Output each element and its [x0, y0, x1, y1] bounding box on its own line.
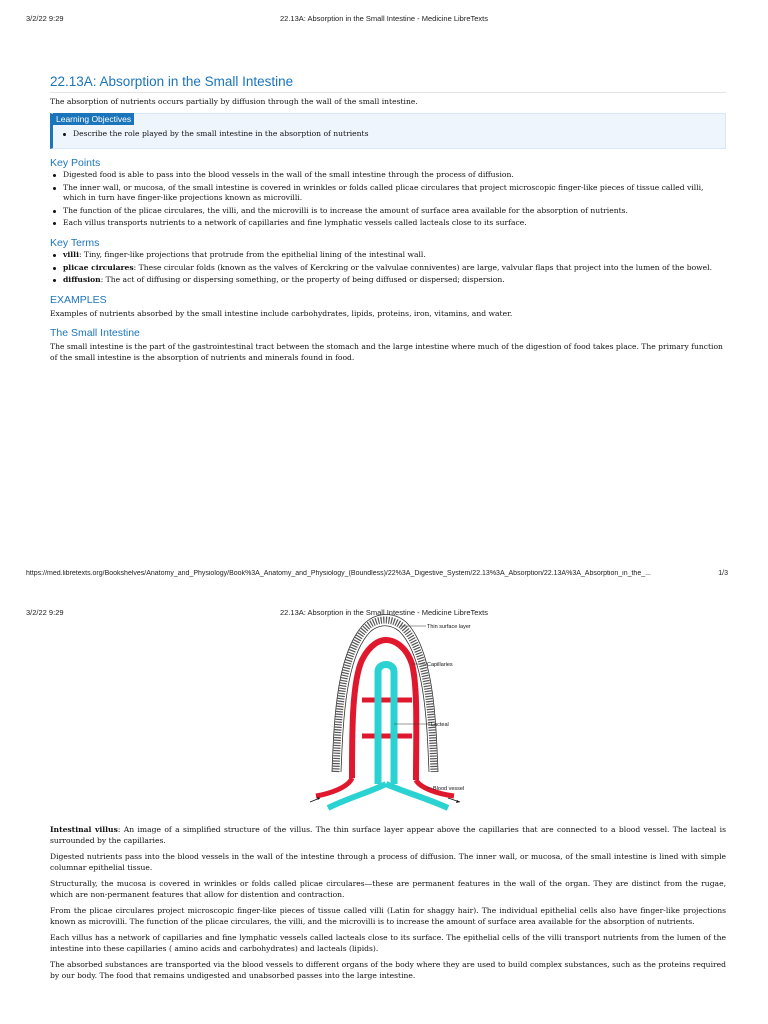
- key-points-list: [50, 170, 726, 229]
- villus-svg: [308, 612, 478, 812]
- key-term-word: plicae circulares: [63, 262, 134, 272]
- print-date: 3/2/22 9:29: [26, 14, 64, 23]
- key-term-word: villi: [63, 249, 79, 259]
- print-header: [26, 14, 742, 26]
- lead-paragraph: The absorption of nutrients occurs partially by diffusion through the wall of the small intestine.: [50, 97, 418, 106]
- figure-caption: [50, 824, 726, 846]
- key-point-item: The inner wall, or mucosa, of the small intestine is covered in wrinkles or folds called plicae circulares that project microscopic finger-like pieces of tissue called villi, which in turn have finger-like projections known as microvilli.: [50, 183, 726, 204]
- small-intestine-heading: The Small Intestine: [50, 326, 140, 339]
- key-point-item: The function of the plicae circulares, the villi, and the microvilli is to increase the amount of surface area available for the absorption of nutrients.: [50, 206, 726, 217]
- print-footer: [26, 570, 742, 582]
- body-paragraph: From the plicae circulares project microscopic finger-like pieces of tissue called villi (Latin for shaggy hair). The individual epithelial cells also have finger-like projections known as microvilli. The function of the plicae circulares, the villi, and the microvilli is to increase the amount of surface area available for the absorption of nutrients.: [50, 906, 726, 926]
- page-one-content: [50, 74, 726, 363]
- key-term-definition: : The act of diffusing or dispersing something, or the property of being diffused or dispersed; dispersion.: [100, 275, 505, 285]
- key-point-item: Each villus transports nutrients to a network of capillaries and fine lymphatic vessels called lacteals close to its surface.: [50, 218, 726, 229]
- key-term-definition: : Tiny, finger-like projections that protrude from the epithelial lining of the intestinal wall.: [78, 249, 426, 259]
- body-paragraph: Each villus has a network of capillaries and fine lymphatic vessels called lacteals close to its surface. The epithelial cells of the villi transport nutrients from the lumen of the intestine into these capillaries ( amino acids and carbohydrates) and lacteals (lipids).: [50, 933, 726, 953]
- print-url: https://med.libretexts.org/Bookshelves/Anatomy_and_Physiology/Book%3A_Anatomy_and_Physiology_(Boundless)/22%3A_Digestive_System/22.13%3A_Absorption/22.13A%3A_Absorption_in_the_...: [26, 570, 651, 577]
- key-point-item: Digested food is able to pass into the blood vessels in the wall of the small intestine through the process of diffusion.: [50, 170, 726, 181]
- villus-diagram: [308, 612, 478, 812]
- caption-text: : An image of a simplified structure of the villus. The thin surface layer appear above the capillaries that are connected to a blood vessel. The lacteal is surrounded by the capillaries.: [50, 825, 726, 845]
- examples-heading: EXAMPLES: [50, 293, 107, 306]
- body-paragraph: Structurally, the mucosa is covered in wrinkles or folds called plicae circulares—these are permanent features in the wall of the organ. They are distinct from the rugae, which are non-permanent features that allow for distention and contraction.: [50, 879, 726, 899]
- page-title: 22.13A: Absorption in the Small Intestine: [50, 74, 726, 93]
- key-term-item: [50, 250, 726, 261]
- learning-objectives-label: Learning Objectives: [53, 113, 134, 125]
- objective-item: Describe the role played by the small intestine in the absorption of nutrients: [73, 129, 369, 138]
- examples-text: Examples of nutrients absorbed by the small intestine include carbohydrates, lipids, proteins, iron, vitamins, and water.: [50, 308, 513, 318]
- caption-term: Intestinal villus: [50, 825, 118, 834]
- label-vessel: Blood vessel: [433, 786, 465, 792]
- key-terms-heading: Key Terms: [50, 236, 100, 249]
- key-term-item: [50, 263, 726, 274]
- label-lacteal: Lacteal: [431, 722, 449, 728]
- learning-objectives-box: [50, 113, 726, 149]
- body-paragraph: Digested nutrients pass into the blood vessels in the wall of the intestine through a process of diffusion. The inner wall, or mucosa, of the small intestine is lined with simple columnar epithelial tissue.: [50, 852, 726, 872]
- print-page-number: 1/3: [718, 570, 728, 577]
- key-terms-list: [50, 250, 726, 286]
- print-title: 22.13A: Absorption in the Small Intestine - Medicine LibreTexts: [279, 608, 489, 617]
- page-two-content: [50, 824, 726, 986]
- lacteal-channel: [378, 665, 394, 785]
- capillary-base-left: [316, 778, 352, 796]
- small-intestine-text: The small intestine is the part of the gastrointestinal tract between the stomach and the large intestine where much of the digestion of food takes place. The primary function of the small intestine is the absorption of nutrients and minerals found in food.: [50, 341, 723, 362]
- print-title: 22.13A: Absorption in the Small Intestine - Medicine LibreTexts: [279, 14, 489, 23]
- print-date: 3/2/22 9:29: [26, 608, 64, 617]
- key-term-word: diffusion: [63, 275, 101, 285]
- label-capillaries: Capillaries: [427, 662, 453, 668]
- label-surface: Thin surface layer: [427, 624, 471, 630]
- key-points-heading: Key Points: [50, 157, 101, 169]
- body-paragraph: The absorbed substances are transported via the blood vessels to different organs of the body where they are used to build complex substances, such as the proteins required by our body. The food that remains undigested and unabsorbed passes into the large intestine.: [50, 960, 726, 980]
- key-term-item: [50, 275, 726, 286]
- key-term-definition: : These circular folds (known as the valves of Kerckring or the valvulae conniventes) are large, valvular flaps that project into the lumen of the bowel.: [133, 262, 712, 272]
